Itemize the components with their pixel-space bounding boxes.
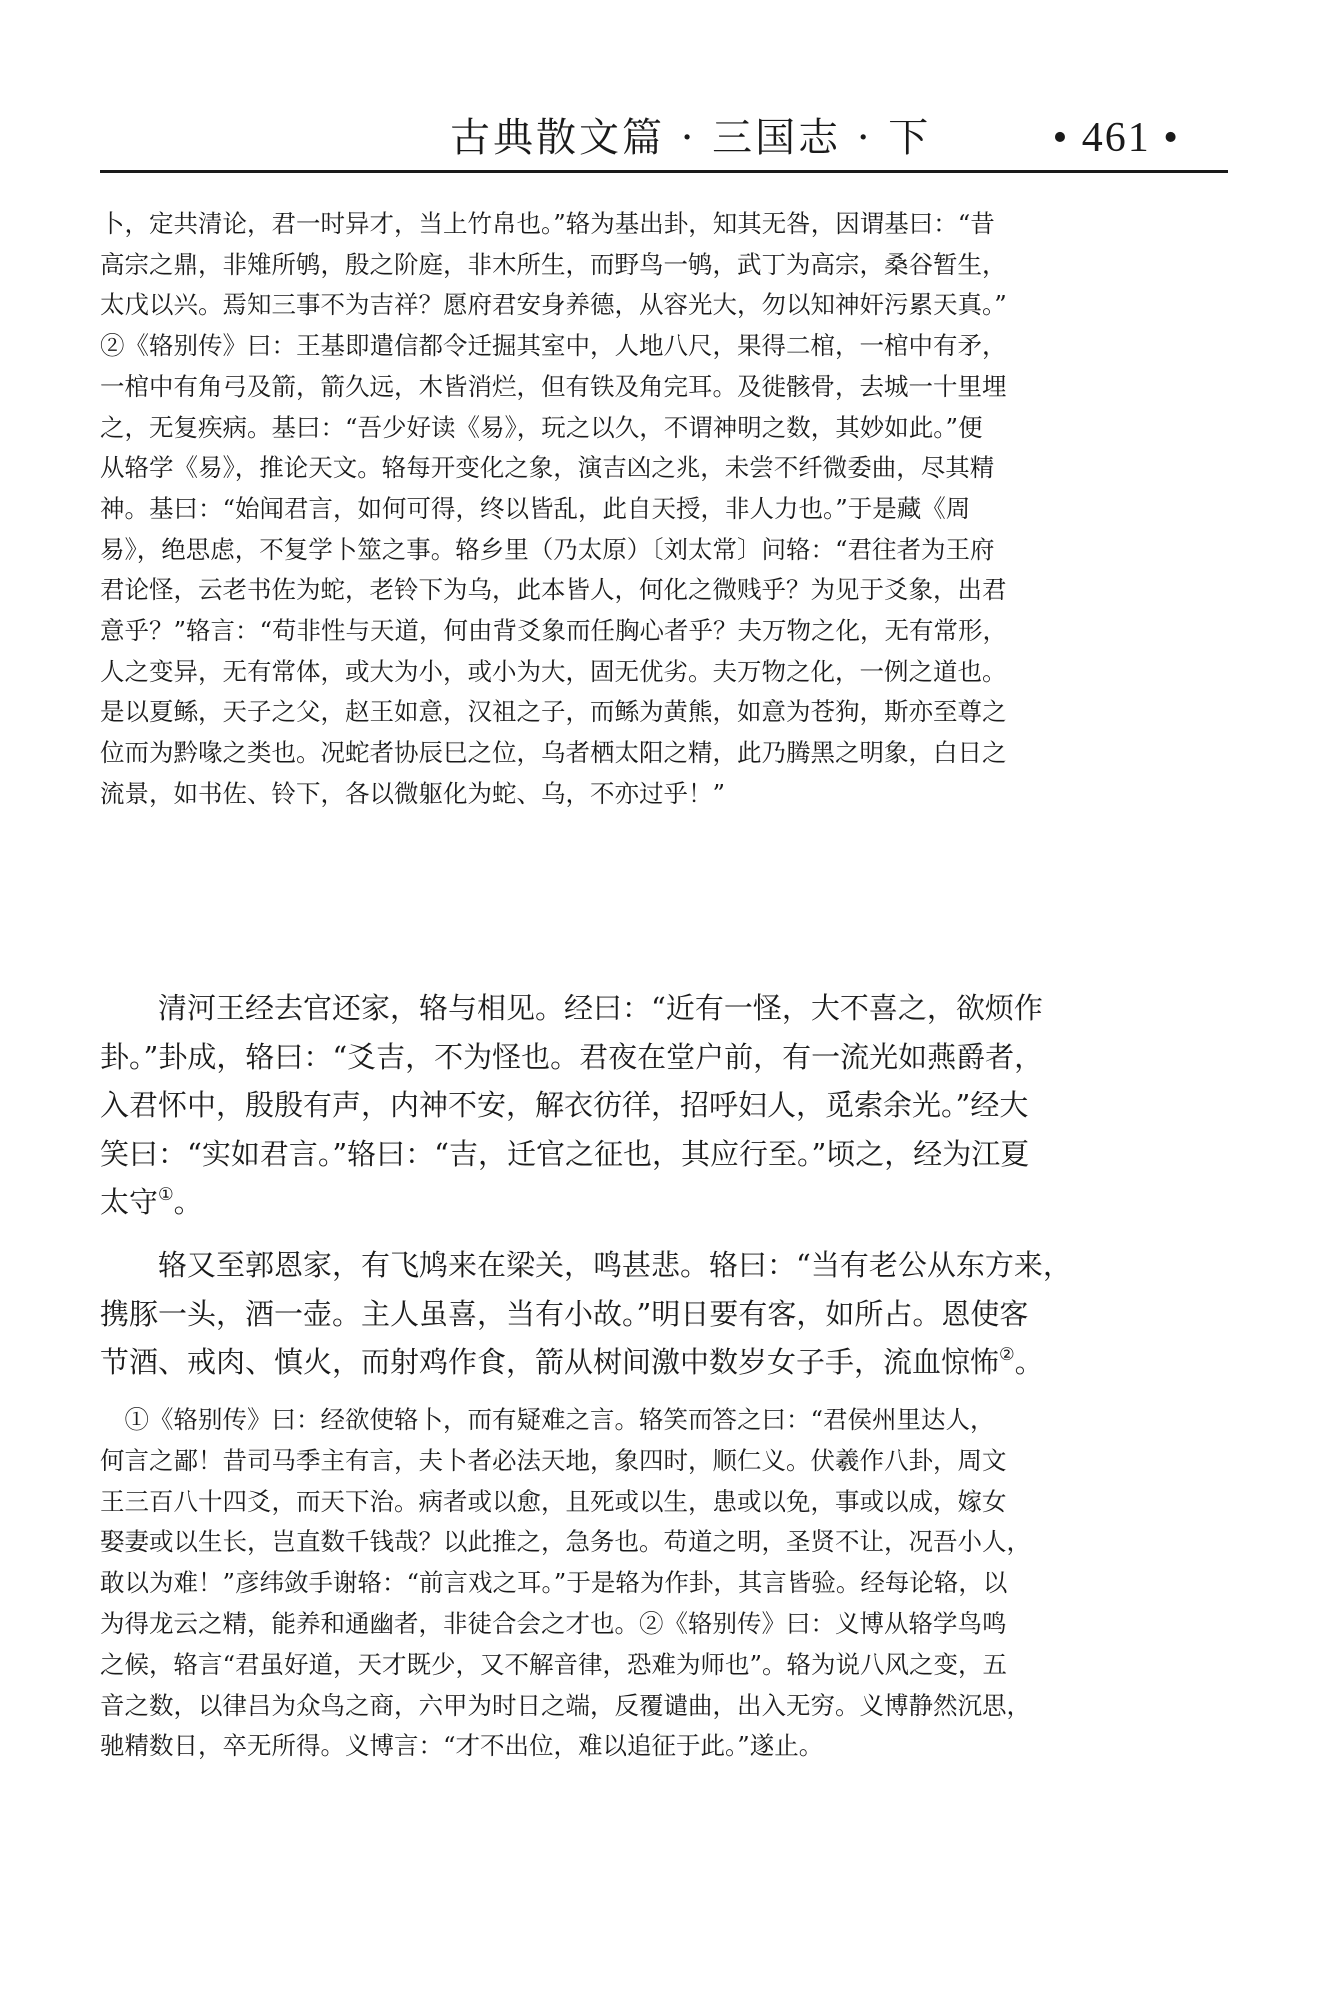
header-title: 古典散文篇 · 三国志 · 下	[450, 115, 932, 161]
text-line: 辂又至郭恩家，有飞鸠来在梁关，鸣甚悲。辂曰：“当有老公从东方来，	[100, 1247, 1072, 1282]
text-line: 卦。”卦成，辂曰：“爻吉，不为怪也。君夜在堂户前，有一流光如燕爵者，	[100, 1039, 1044, 1074]
annotation-line: 君论怪，云老书佐为蛇，老铃下为乌，此本皆人，何化之微贱乎？为见于爻象，出君	[100, 575, 1007, 605]
annotation-line: 音之数，以律吕为众鸟之商，六甲为时日之端，反覆谴曲，出入无穷。义博静然沉思，	[100, 1690, 1031, 1720]
annotation-line: 是以夏鲧，天子之父，赵王如意，汉祖之子，而鲧为黄熊，如意为苍狗，斯亦至尊之	[100, 697, 1007, 727]
annotation-line: 驰精数日，卒无所得。义博言：“才不出位，难以追征于此。”遂止。	[100, 1731, 824, 1761]
text-line: 入君怀中，殷殷有声，内神不安，解衣彷徉，招呼妇人，觅索余光。”经大	[100, 1088, 1029, 1123]
text-segment: 节酒、戒肉、慎火，而射鸡作食，箭从树间激中数岁女子手，流血惊怖	[100, 1345, 1000, 1380]
annotation-line: 易》，绝思虑，不复学卜筮之事。辂乡里（乃太原）〔刘太常〕问辂：“君往者为王府	[100, 534, 995, 564]
running-header	[100, 110, 1228, 172]
annotation-line: 高宗之鼎，非雉所鸲，殷之阶庭，非木所生，而野鸟一鸲，武丁为高宗，桑谷暂生，	[100, 249, 1007, 279]
footnote-marker-2: ②	[999, 1344, 1015, 1365]
paragraph-wang-jing	[100, 984, 1228, 1227]
paragraph-spacer	[100, 1227, 1228, 1241]
text-line	[100, 1338, 1228, 1387]
annotation-line: 敢以为难！”彦纬敛手谢辂：“前言戏之耳。”于是辂为作卦，其言皆验。经每论辂，以	[100, 1568, 1008, 1598]
annotation-line: ②《辂别传》曰：王基即遣信都令迁掘其室中，人地八尺，果得二棺，一棺中有矛，	[100, 331, 1007, 361]
text-line: 携豚一头，酒一壶。主人虽喜，当有小故。”明日要有客，如所占。恩使客	[100, 1296, 1029, 1331]
text-segment: 。	[173, 1185, 203, 1220]
main-text	[100, 984, 1228, 1387]
annotation-line: 人之变异，无有常体，或大为小，或小为大，固无优劣。夫万物之化，一例之道也。	[100, 656, 1007, 686]
annotation-line: 流景，如书佐、铃下，各以微躯化为蛇、乌，不亦过乎！”	[100, 778, 726, 808]
text-line	[100, 1178, 1228, 1227]
annotation-block-bottom	[100, 1400, 1228, 1767]
paragraph-guo-en	[100, 1241, 1228, 1387]
annotation-line: 王三百八十四爻，而天下治。病者或以愈，且死或以生，患或以免，事或以成，嫁女	[100, 1486, 1007, 1516]
annotation-line: 卜，定共清论，君一时异才，当上竹帛也。”辂为基出卦，知其无咎，因谓基曰：“昔	[100, 209, 995, 238]
text-line: 笑曰：“实如君言。”辂曰：“吉，迁官之征也，其应行至。”顷之，经为江夏	[100, 1136, 1030, 1171]
header-rule	[100, 170, 1228, 173]
annotation-line: 一棺中有角弓及箭，箭久远，木皆消烂，但有铁及角完耳。及徙骸骨，去城一十里埋	[100, 371, 1007, 401]
annotation-line: 何言之鄙！昔司马季主有言，夫卜者必法天地，象四时，顺仁义。伏羲作八卦，周文	[100, 1445, 1007, 1475]
annotation-line: ①《辂别传》曰：经欲使辂卜，而有疑难之言。辂笑而答之曰：“君侯州里达人，	[100, 1405, 995, 1434]
annotation-line: 太戊以兴。焉知三事不为吉祥？愿府君安身养德，从容光大，勿以知神奸污累天真。”	[100, 290, 1007, 320]
annotation-line: 之候，辂言“君虽好道，天才既少，又不解音律，恐难为师也”。辂为说八风之变，五	[100, 1649, 1008, 1679]
annotation-line: 为得龙云之精，能养和通幽者，非徒合会之才也。②《辂别传》曰：义博从辂学鸟鸣	[100, 1608, 1007, 1638]
text-segment: 。	[1014, 1345, 1044, 1380]
footnote-marker-1: ①	[158, 1185, 174, 1206]
page-number: • 461 •	[1052, 115, 1180, 161]
annotation-line: 神。基曰：“始闻君言，如何可得，终以皆乱，此自天授，非人力也。”于是藏《周	[100, 493, 971, 523]
annotation-line: 之，无复疾病。基曰：“吾少好读《易》，玩之以久，不谓神明之数，其妙如此。”便	[100, 412, 983, 442]
annotation-line: 意乎？”辂言：“苟非性与天道，何由背爻象而任胸心者乎？夫万物之化，无有常形，	[100, 616, 1008, 646]
annotation-line: 位而为黔喙之类也。况蛇者协辰巳之位，乌者栖太阳之精，此乃腾黑之明象，白日之	[100, 738, 1007, 768]
text-segment: 太守	[100, 1185, 159, 1220]
text-line: 清河王经去官还家，辂与相见。经曰：“近有一怪，大不喜之，欲烦作	[100, 991, 1043, 1025]
annotation-line: 从辂学《易》，推论天文。辂每开变化之象，演吉凶之兆，未尝不纤微委曲，尽其精	[100, 453, 995, 483]
annotation-block-top	[100, 204, 1228, 815]
annotation-line: 娶妻或以生长，岂直数千钱哉？以此推之，急务也。苟道之明，圣贤不让，况吾小人，	[100, 1527, 1031, 1557]
